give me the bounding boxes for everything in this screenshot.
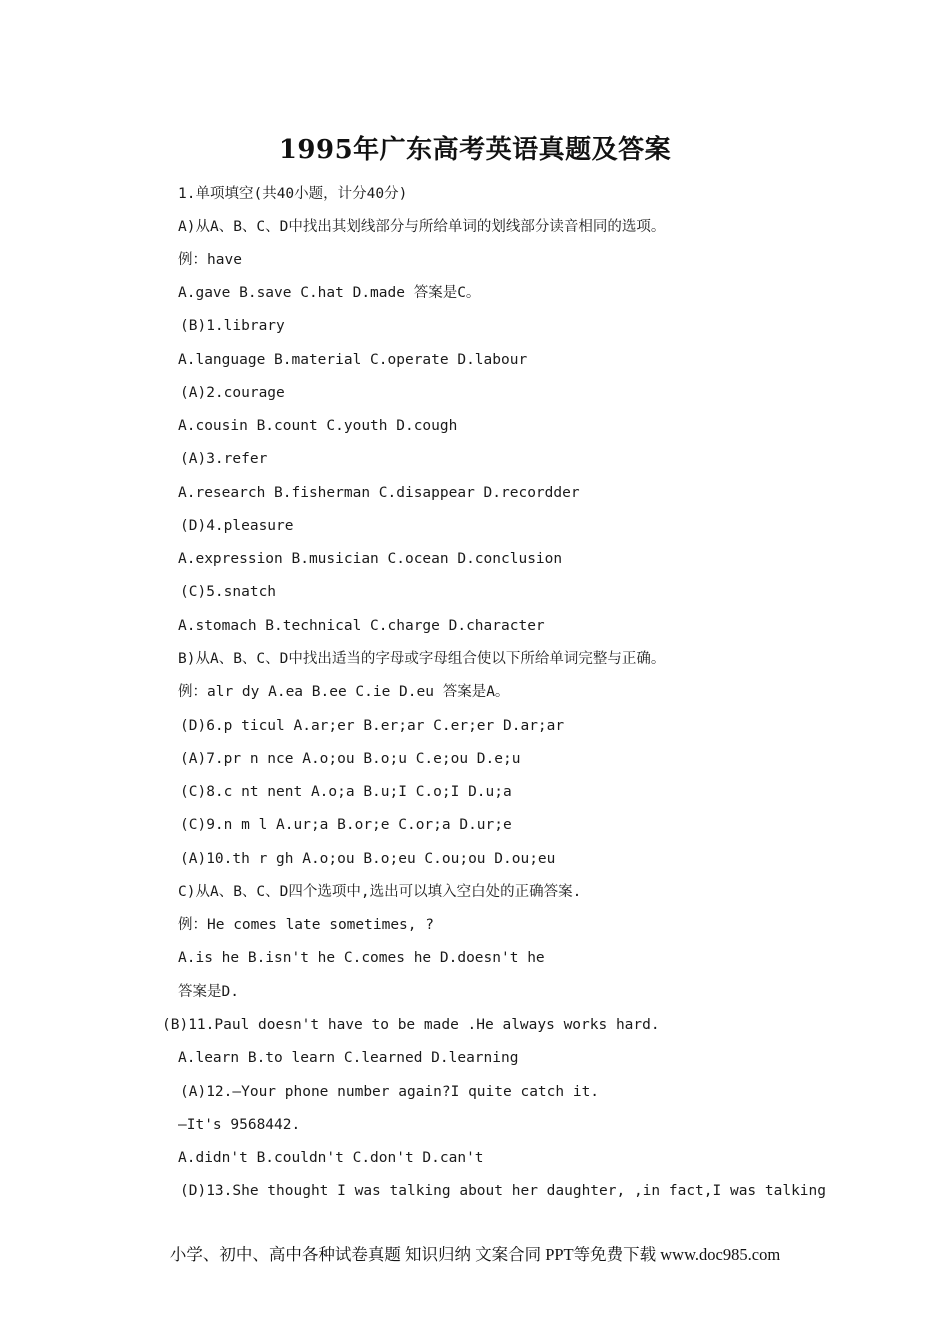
section-heading: 1.单项填空(共40小题，计分40分) xyxy=(178,186,408,202)
question-line: (A)3.refer xyxy=(180,451,268,467)
page-footer: 小学、初中、高中各种试卷真题 知识归纳 文案合同 PPT等免费下载 www.doc985.com xyxy=(169,1245,781,1264)
question-line: (A)7.pr n nce A.o;ou B.o;u C.e;ou D.e;u xyxy=(180,751,521,767)
question-line: (B)1.library xyxy=(180,318,285,334)
question-line: (D)4.pleasure xyxy=(180,518,294,534)
options-line: A.didn't B.couldn't C.don't D.can't xyxy=(178,1150,484,1166)
example-options: A.is he B.isn't he C.comes he D.doesn't he xyxy=(178,950,545,966)
example-line: 例：have xyxy=(178,252,242,268)
options-line: A.stomach B.technical C.charge D.character xyxy=(178,618,545,634)
options-line: A.cousin B.count C.youth D.cough xyxy=(178,418,458,434)
options-line: A.research B.fisherman C.disappear D.recordder xyxy=(178,485,580,501)
example-answer: 答案是D. xyxy=(178,984,239,1000)
instruction-line: C)从A、B、C、D四个选项中,选出可以填入空白处的正确答案. xyxy=(178,884,582,900)
question-line: (D)6.p ticul A.ar;er B.er;ar C.er;er D.ar;ar xyxy=(180,718,565,734)
example-options: A.gave B.save C.hat D.made 答案是C。 xyxy=(178,285,481,301)
question-line: (C)5.snatch xyxy=(180,584,277,600)
document-title: 1995年广东高考英语真题及答案 xyxy=(278,135,672,165)
options-line: A.expression B.musician C.ocean D.conclusion xyxy=(178,551,563,567)
question-line: (A)12.—Your phone number again?I quite catch it. xyxy=(180,1084,600,1100)
question-line: (A)10.th r gh A.o;ou B.o;eu C.ou;ou D.ou;eu xyxy=(180,851,556,867)
instruction-line: B)从A、B、C、D中找出适当的字母或字母组合使以下所给单词完整与正确。 xyxy=(178,651,666,667)
question-line: (C)8.c nt nent A.o;a B.u;I C.o;I D.u;a xyxy=(180,784,512,800)
example-line: 例：He comes late sometimes, ? xyxy=(178,917,434,933)
options-line: A.learn B.to learn C.learned D.learning xyxy=(178,1050,519,1066)
question-line: (A)2.courage xyxy=(180,385,285,401)
question-line: (C)9.n m l A.ur;a B.or;e C.or;a D.ur;e xyxy=(180,817,512,833)
dialogue-line: —It's 9568442. xyxy=(178,1117,301,1133)
question-line: (D)13.She thought I was talking about her daughter, ,in fact,I was talking xyxy=(180,1183,827,1199)
example-line: 例：alr dy A.ea B.ee C.ie D.eu 答案是A。 xyxy=(178,684,510,700)
instruction-line: A)从A、B、C、D中找出其划线部分与所给单词的划线部分读音相同的选项。 xyxy=(178,219,666,235)
options-line: A.language B.material C.operate D.labour xyxy=(178,352,528,368)
question-line: (B)11.Paul doesn't have to be made .He always works hard. xyxy=(162,1017,660,1033)
